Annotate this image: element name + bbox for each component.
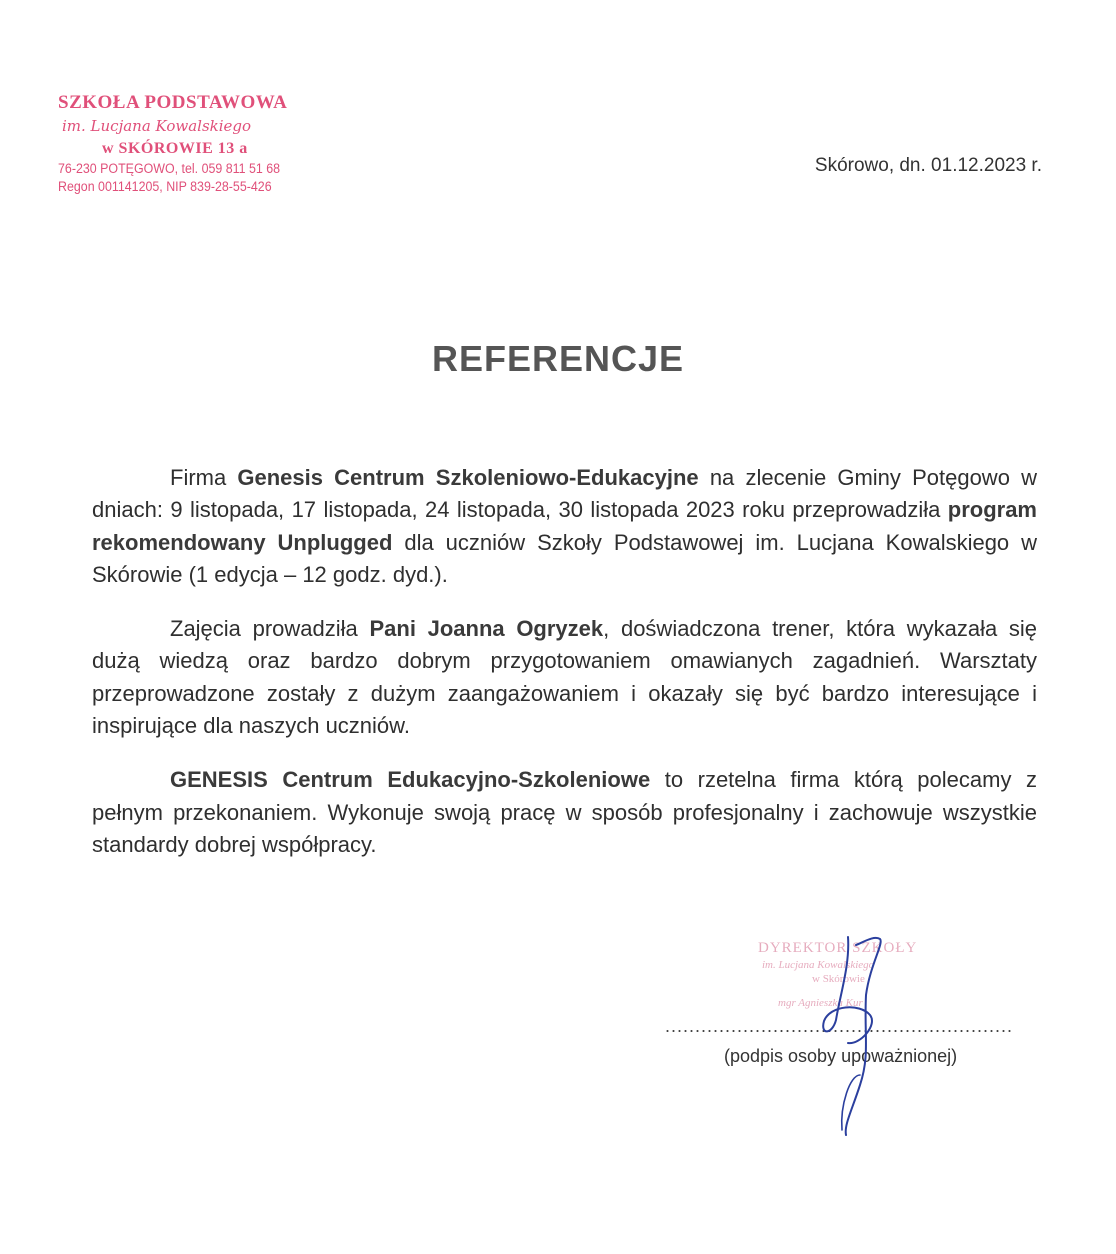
text-span: Zajęcia prowadziła <box>170 616 370 642</box>
company-name-alt: GENESIS Centrum Edukacyjno-Szkoleniowe <box>170 767 651 793</box>
text-span: Firma <box>170 465 238 490</box>
paragraph-2 <box>92 613 1037 742</box>
director-stamp-name: mgr Agnieszka Kur <box>778 997 863 1009</box>
company-name: Genesis Centrum Szkoleniowo-Edukacyjne <box>237 465 699 490</box>
stamp-line-regon: Regon 001141205, NIP 839-28-55-426 <box>58 179 272 194</box>
document-date: Skórowo, dn. 01.12.2023 r. <box>814 155 1042 176</box>
text-span: dla uczniów Szkoły Podstawowej im. Lucjana Kowalskiego w Skórowie (1 edycja – 12 godz. dyd.). <box>92 529 1037 587</box>
trainer-name: Pani Joanna Ogryzek <box>369 616 604 642</box>
paragraph-1 <box>92 462 1037 591</box>
director-stamp-title: DYREKTOR SZKOŁY <box>758 940 918 956</box>
text-span: , doświadczona trener, która wykazała się dużą wiedzą oraz bardzo dobrym przygotowaniem omawianych zagadnień. Warsztaty przeprowadzone zostały z dużym zaangażowaniem i okazały się być bardzo interesujące i inspirujące dla naszych uczniów. <box>92 616 1038 739</box>
director-stamp-location: w Skórowie <box>812 973 865 985</box>
signature-line: .......................................................... <box>665 1016 1014 1036</box>
document-body <box>92 462 1037 883</box>
stamp-line-address: 76-230 POTĘGOWO, tel. 059 811 51 68 <box>58 161 281 176</box>
document-title: REFERENCJE <box>431 338 685 379</box>
handwritten-signature <box>790 925 910 1145</box>
text-span: na zlecenie Gminy Potęgowo w dniach: 9 listopada, 17 listopada, 24 listopada, 30 listopada 2023 roku przeprowadziła <box>92 465 1037 523</box>
text-span: to rzetelna firma którą polecamy z pełnym przekonaniem. Wykonuje swoją pracę w sposób profesjonalny i zachowuje wszystkie standardy dobrej współpracy. <box>92 767 1037 857</box>
stamp-line-patron: im. Lucjana Kowalskiego <box>62 117 252 135</box>
stamp-line-location: w SKÓROWIE 13 a <box>102 140 248 157</box>
paragraph-3 <box>92 764 1037 861</box>
stamp-line-school: SZKOŁA PODSTAWOWA <box>58 92 288 113</box>
school-stamp <box>58 92 348 194</box>
signature-caption: (podpis osoby upoważnionej) <box>724 1046 958 1066</box>
director-stamp-school: im. Lucjana Kowalskiego <box>762 959 875 971</box>
program-name: program rekomendowany Unplugged <box>92 497 1037 555</box>
